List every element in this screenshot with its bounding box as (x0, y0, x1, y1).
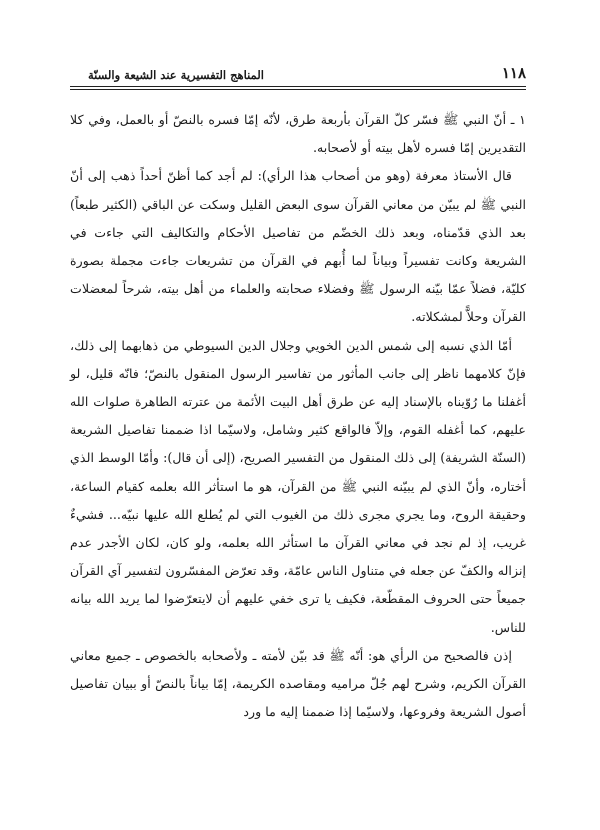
page-header (88, 58, 526, 82)
page-body (70, 106, 526, 726)
header-rule-bottom (70, 89, 526, 90)
page-number: ١١٨ (501, 64, 526, 82)
paragraph: أمّا الذي نسبه إلى شمس الدين الخويي وجلال الدين السيوطي من ذهابهما إلى ذلك، فإنّ كلامهما ناظر إلى جانب المأثور من تفاسير الرسول المنقول بالنصّ؛ فانّه قليل، لو أغفلنا ما رُوّيناه بالإسناد إليه عن طرق أهل البيت الأئمة من عترته الطاهرة صلوات الله عليهم، كما أغفله القوم، وإلاّ فالواقع كثير وشامل، ولاسيّما اذا ضممنا تفاصيل الشريعة (السنّة الشريفة) إلى ذلك المنقول من التفسير الصريح، (إلى أن قال): وأمّا الوسط الذي أختاره، وأنّ الذي لم يبيّنه النبي ﷺ من القرآن، هو ما استأثر الله بعلمه كقيام الساعة، وحقيقة الروح، وما يجري مجرى ذلك من الغيوب التي لم يُطلع الله عليها نبيّه... فشيءٌ غريب، إذ لم نجد في معاني القرآن ما استأثر الله بعلمه، ولو كان، لكان الأجدر عدم إنزاله والكفّ عن جعله في متناول الناس عامّة، وقد تعرّض المفسّرون لتفسير آي القرآن جميعاً حتى الحروف المقطّعة، فكيف يا ترى خفي عليهم أن لايتعرّضوا لما يريد الله بيانه للناس. (70, 337, 526, 635)
paragraph: إذن فالصحيح من الرأي هو: أنّه ﷺ قد بيّن لأمته ـ ولأصحابه بالخصوص ـ جميع معاني القرآن الكريم، وشرح لهم جُلّ مراميه ومقاصده الكريمة، إمّا بياناً بالنصّ أو ببيان تفاصيل أصول الشريعة وفروعها، ولاسيّما إذا ضممنا إليه ما ورد (70, 647, 526, 720)
header-rule-top (70, 86, 526, 87)
running-title: المناهج التفسيرية عند الشيعة والسنّة (88, 68, 264, 82)
paragraph: قال الأستاذ معرفة (وهو من أصحاب هذا الرأي): لم أجد كما أظنّ أحداً ذهب إلى أنّ النبي ﷺ لم يبيّن من معاني القرآن سوى البعض القليل وسكت عن الباقي (الكثير طبعاً) بعد الذي قدّمناه، وبعد ذلك الخضّم من تفاصيل الأحكام والتكاليف التي جاءت في الشريعة وكانت تفسيراً وبياناً لما أُبهم في القرآن من تشريعات جاءت مجملة بصورة كليّة، فضلاً عمّا بيّنه الرسول ﷺ وفضلاء صحابته والعلماء من أهل بيته، شرحاً لمعضلات القرآن وحلاًّ لمشكلاته. (70, 168, 526, 325)
paragraph: ١ ـ أنّ النبي ﷺ فسّر كلّ القرآن بأربعة طرق، لأنّه إمّا فسره بالنصّ أو بالعمل، وفي كلا التقديرين إمّا فسره لأهل بيته أو لأصحابه. (70, 112, 526, 156)
